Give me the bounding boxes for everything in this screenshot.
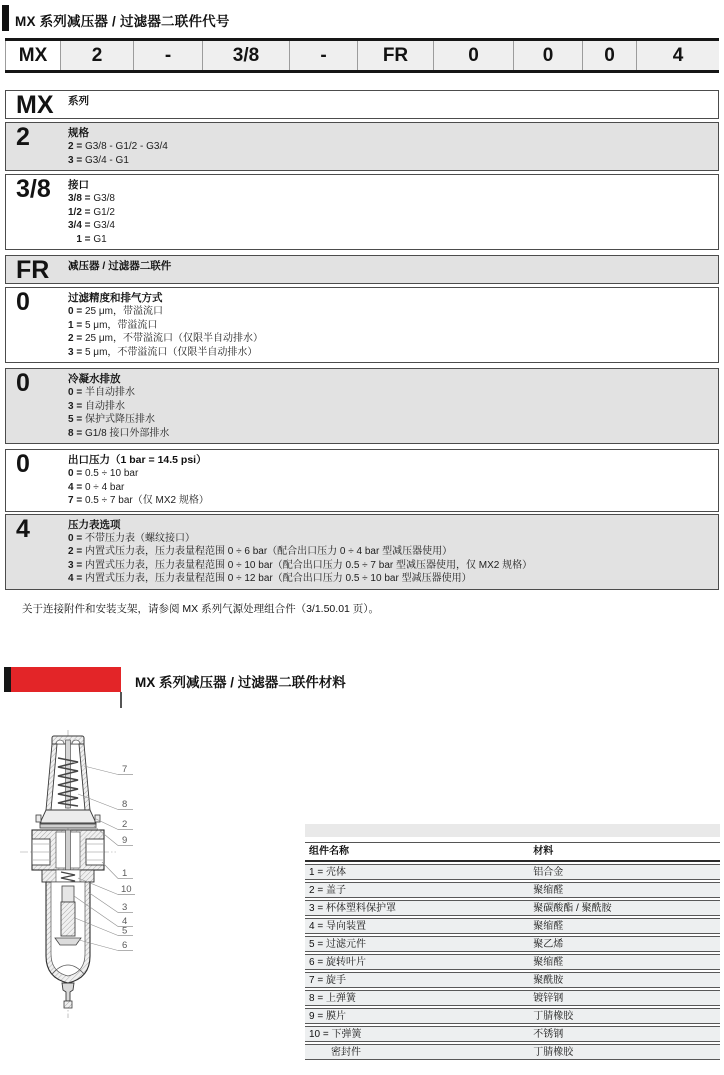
option-key: 3 =: [68, 346, 85, 358]
option-key: 4 =: [68, 573, 85, 584]
column-header-material: 材料: [533, 846, 554, 857]
option-line: [68, 467, 710, 481]
callout-10: 10: [121, 884, 132, 895]
callout-2: 2: [122, 819, 128, 830]
table-row: [305, 882, 720, 898]
component-material: 丁腈橡胶: [533, 1010, 574, 1022]
knob-wall-right: [79, 744, 90, 810]
code-segment: FR: [358, 41, 434, 70]
option-line: [68, 206, 710, 220]
code-breakdown: [5, 90, 719, 590]
option-line: [68, 427, 710, 441]
code-row-title: 出口压力（1 bar = 14.5 psi）: [68, 454, 207, 466]
section-marker-bar: [2, 5, 9, 31]
code-segment: 0: [514, 41, 583, 70]
option-value: 内置式压力表，压力表量程范围 0 ÷ 6 bar（配合出口压力 0 ÷ 4 bar 型减压器使用）: [84, 546, 453, 557]
materials-table: [305, 824, 720, 1060]
option-line: [68, 219, 710, 233]
option-value: 内置式压力表，压力表量程范围 0 ÷ 12 bar（配合出口压力 0.5 ÷ 10 bar 型减压器使用）: [84, 573, 472, 584]
table-row: [305, 918, 720, 934]
option-value: 5 μm，不带溢流口（仅限半自动排水）: [84, 346, 258, 358]
component-material: 聚乙烯: [533, 938, 564, 950]
table-row: [305, 1044, 720, 1060]
cover: [40, 810, 96, 823]
code-segment: 0: [434, 41, 514, 70]
option-key: 2 =: [68, 333, 85, 344]
component-name: 3 = 杯体塑料保护罩: [309, 902, 396, 914]
table-row: [305, 990, 720, 1006]
guide: [62, 886, 74, 902]
option-value: 0.5 ÷ 10 bar: [84, 468, 139, 479]
option-line: [68, 233, 710, 247]
option-key: 0 =: [68, 306, 85, 317]
component-material: 聚缩醛: [533, 884, 564, 896]
table-row: [305, 972, 720, 988]
table-row: [305, 1026, 720, 1042]
code-row-title: 压力表选项: [68, 518, 121, 531]
table-row: [305, 864, 720, 880]
option-value: G1/8 接口外部排水: [84, 427, 170, 439]
code-row-filtration: [5, 287, 719, 363]
callout-5: 5: [122, 925, 128, 937]
code-row-size: [5, 122, 719, 171]
code-row-title: 冷凝水排放: [68, 373, 121, 385]
component-name: 10 = 下弹簧: [309, 1028, 362, 1040]
option-key: 2 =: [68, 141, 85, 152]
option-key: 0 =: [68, 532, 85, 544]
option-line: [68, 319, 710, 333]
option-line: [68, 192, 710, 206]
option-value: G1/2: [93, 206, 115, 218]
materials-section-title: MX 系列减压器 / 过滤器二联件材料: [135, 675, 346, 690]
option-value: 内置式压力表，压力表量程范围 0 ÷ 10 bar（配合出口压力 0.5 ÷ 7 bar 型减压器使用，仅 MX2 规格）: [84, 559, 533, 571]
divider-tick: [120, 692, 122, 708]
option-key: 3 =: [68, 400, 85, 412]
code-row-gauge: [5, 514, 719, 590]
option-line: [68, 140, 710, 154]
code-row-port: [5, 174, 719, 250]
filter-element: [61, 902, 75, 936]
callout-3: 3: [122, 902, 128, 913]
option-value: 0 ÷ 4 bar: [84, 481, 125, 493]
code-row-title: 接口: [68, 179, 89, 191]
red-index-block: [11, 667, 121, 692]
code-value: 0: [16, 450, 30, 478]
option-line: [68, 154, 710, 168]
option-value: G3/4: [93, 220, 115, 231]
option-value: 25 μm，带溢流口: [84, 306, 163, 317]
option-line: [68, 305, 710, 319]
page-title: MX 系列减压器 / 过滤器二联件代号: [15, 14, 230, 29]
code-segment: MX: [5, 41, 61, 70]
code-row-outlet-pressure: [5, 449, 719, 512]
option-line: [68, 386, 710, 400]
option-line: [68, 332, 710, 346]
component-material: 不锈钢: [533, 1028, 564, 1040]
knob-wall-left: [46, 744, 57, 810]
option-key: 3/4 =: [68, 220, 94, 231]
code-segment: 0: [583, 41, 637, 70]
option-key: 2 =: [68, 546, 85, 557]
code-segment: 3/8: [203, 41, 290, 70]
callout-6: 6: [122, 940, 128, 951]
option-line: [68, 532, 710, 546]
table-row: [305, 900, 720, 916]
callout-4: 4: [122, 916, 128, 927]
code-row-title: 减压器 / 过滤器二联件: [68, 260, 172, 272]
option-value: G3/8: [93, 193, 115, 204]
diaphragm: [40, 824, 96, 828]
code-segment: -: [290, 41, 358, 70]
option-key: 1 =: [68, 233, 94, 245]
callout-8: 8: [122, 799, 128, 810]
code-value: FR: [16, 256, 50, 284]
component-name: 2 = 盖子: [309, 884, 346, 896]
component-name: 6 = 旋转叶片: [309, 956, 366, 968]
option-line: [68, 559, 710, 573]
code-value: MX: [16, 91, 54, 119]
code-value: 4: [16, 514, 30, 543]
regulator-cross-section-drawing: [18, 726, 172, 1026]
option-value: 半自动排水: [84, 387, 135, 398]
option-key: 0 =: [68, 387, 85, 398]
component-material: 镀锌钢: [533, 992, 564, 1004]
option-line: [68, 400, 710, 414]
valve-stem: [66, 830, 71, 874]
table-row: [305, 954, 720, 970]
callout-numbers: [121, 764, 132, 951]
component-material: 丁腈橡胶: [533, 1046, 574, 1058]
option-key: 7 =: [68, 495, 85, 506]
option-key: 3 =: [68, 154, 85, 166]
option-value: 25 μm，不带溢流口（仅限半自动排水）: [84, 333, 263, 344]
component-name: 密封件: [331, 1046, 361, 1058]
callout-7: 7: [122, 764, 128, 775]
table-row: [305, 1008, 720, 1024]
code-row-title: 规格: [68, 127, 89, 139]
column-header-component: 组件名称: [309, 846, 349, 857]
reference-note: 关于连接附件和安装支架，请参阅 MX 系列气源处理组合件（3/1.50.01 页）。: [22, 603, 380, 615]
component-name: 9 = 膜片: [309, 1010, 346, 1022]
option-key: 3 =: [68, 559, 85, 571]
component-material: 聚酰胺: [533, 974, 564, 986]
code-value: 2: [16, 123, 30, 151]
code-row-function: [5, 255, 719, 284]
option-key: 1/2 =: [68, 206, 94, 218]
option-line: [68, 346, 710, 360]
code-row-drain: [5, 368, 719, 444]
component-material: 铝合金: [533, 866, 564, 878]
code-row-title: 系列: [68, 95, 89, 107]
option-key: 5 =: [68, 414, 85, 425]
option-value: G3/8 - G1/2 - G3/4: [84, 141, 168, 152]
table-header-row: [305, 842, 720, 862]
callout-1: 1: [122, 868, 128, 879]
table-row: [305, 936, 720, 952]
option-line: [68, 545, 710, 559]
component-name: 4 = 导向装置: [309, 920, 366, 932]
component-material: 聚缩醛: [533, 956, 564, 968]
code-value: 0: [16, 288, 30, 316]
option-value: G1: [93, 233, 107, 245]
code-row-title: 过滤精度和排气方式: [68, 292, 163, 304]
component-name: 1 = 壳体: [309, 866, 346, 878]
cover-ear-right: [95, 815, 100, 822]
option-value: 保护式降压排水: [84, 414, 155, 425]
option-value: 自动排水: [84, 400, 125, 412]
code-row-series: [5, 90, 719, 119]
code-segment: -: [134, 41, 203, 70]
option-line: [68, 494, 710, 508]
cover-ear-left: [36, 815, 41, 822]
table-top-bar: [305, 824, 720, 837]
component-name: 7 = 旋手: [309, 974, 346, 986]
rotating-vane: [55, 938, 81, 945]
order-code-strip: [5, 38, 719, 73]
option-key: 3/8 =: [68, 193, 94, 204]
option-line: [68, 572, 710, 586]
component-name: 8 = 上弹簧: [309, 992, 356, 1004]
drain-valve: [62, 983, 74, 1001]
component-name: 5 = 过滤元件: [309, 938, 366, 950]
option-key: 0 =: [68, 468, 85, 479]
option-value: 不带压力表（螺纹接口）: [84, 532, 195, 544]
section-marker-bar: [4, 667, 11, 692]
drain-tip: [64, 1001, 72, 1008]
code-value: 3/8: [16, 175, 51, 203]
component-material: 聚碳酸酯 / 聚酰胺: [533, 902, 612, 914]
option-key: 8 =: [68, 427, 85, 439]
option-key: 4 =: [68, 481, 85, 493]
code-value: 0: [16, 369, 30, 397]
callout-9: 9: [122, 835, 128, 846]
option-value: G3/4 - G1: [84, 154, 129, 166]
option-line: [68, 413, 710, 427]
option-value: 0.5 ÷ 7 bar（仅 MX2 规格）: [84, 495, 209, 506]
component-material: 聚缩醛: [533, 920, 564, 932]
option-value: 5 μm，带溢流口: [84, 319, 158, 331]
code-segment: 4: [637, 41, 719, 70]
code-segment: 2: [61, 41, 134, 70]
option-line: [68, 481, 710, 495]
option-key: 1 =: [68, 319, 85, 331]
